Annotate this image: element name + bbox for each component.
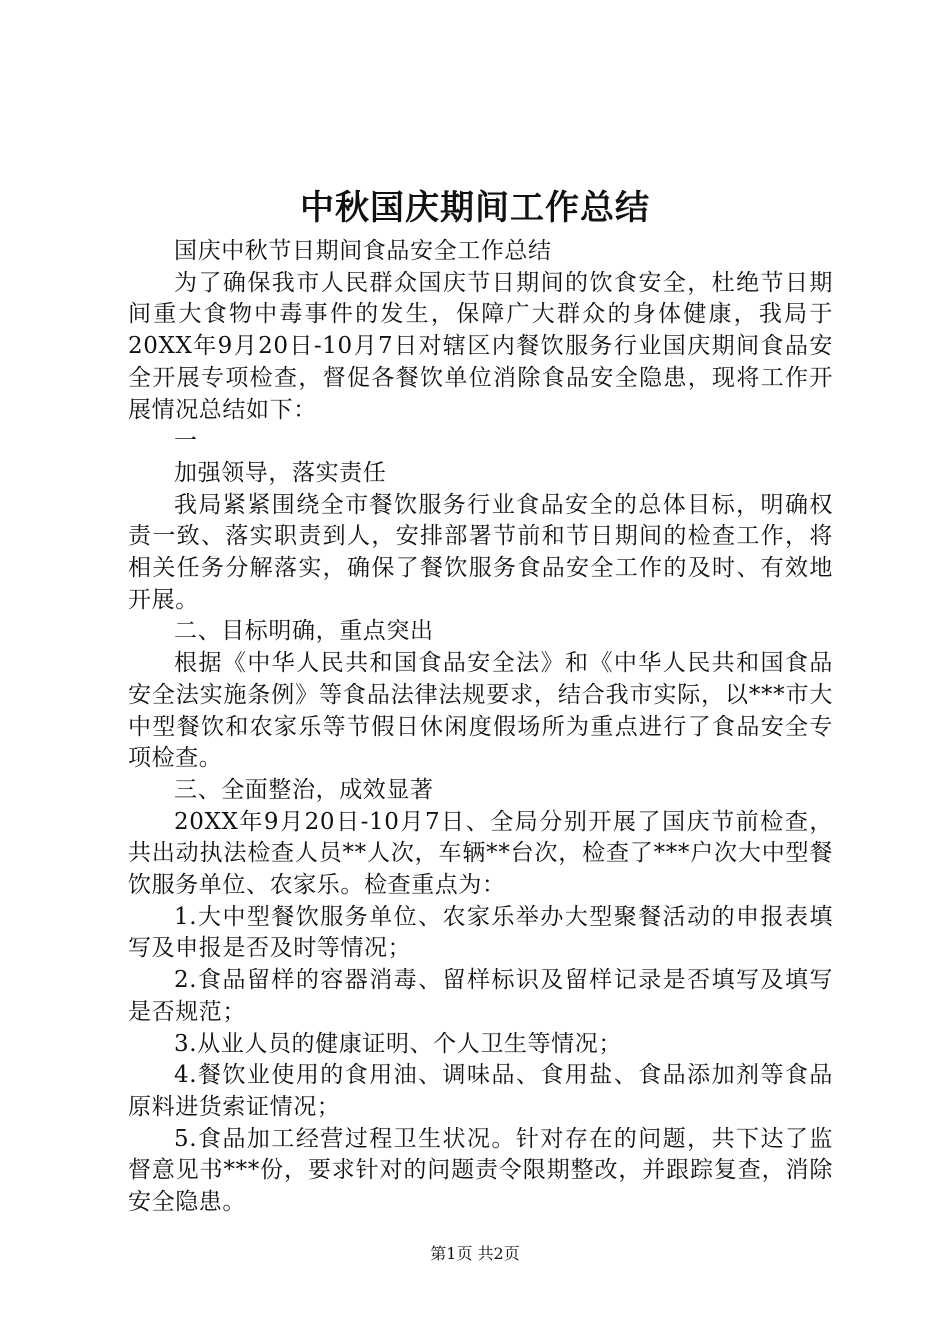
list-item: 1.大中型餐饮服务单位、农家乐举办大型聚餐活动的申报表填写及申报是否及时等情况； — [128, 903, 833, 962]
section-heading: 三、全面整治，成效显著 — [174, 776, 434, 803]
list-item: 3.从业人员的健康证明、个人卫生等情况； — [174, 1030, 622, 1057]
section-heading: 加强领导，落实责任 — [174, 459, 387, 486]
subtitle-paragraph: 国庆中秋节日期间食品安全工作总结 — [174, 238, 552, 264]
list-item: 4.餐饮业使用的食用油、调味品、食用盐、食品添加剂等食品原料进货索证情况； — [128, 1062, 833, 1120]
body-paragraph: 我局紧紧围绕全市餐饮服务行业食品安全的总体目标，明确权责一致、落实职责到人，安排部署节前和节日期间的检查工作，将相关任务分解落实，确保了餐饮服务食品安全工作的及时、有效地开展。 — [128, 491, 833, 613]
section-heading: 二、目标明确，重点突出 — [174, 618, 434, 645]
document-title: 中秋国庆期间工作总结 — [300, 188, 650, 228]
intro-paragraph: 为了确保我市人民群众国庆节日期间的饮食安全，杜绝节日期间重大食物中毒事件的发生，保障广大群众的身体健康，我局于20XX年9月20日-10月7日对辖区内餐饮服务行业国庆期间食品安全开展专项检查，督促各餐饮单位消除食品安全隐患，现将工作开展情况总结如下： — [128, 269, 833, 423]
list-item: 2.食品留样的容器消毒、留样标识及留样记录是否填写及填写是否规范； — [128, 967, 833, 1025]
body-paragraph: 20XX年9月20日-10月7日、全局分别开展了国庆节前检查，共出动执法检查人员**人次，车辆**台次，检查了***户次大中型餐饮服务单位、农家乐。检查重点为： — [128, 808, 833, 899]
document-body — [128, 236, 833, 1219]
section-number: 一 — [174, 428, 198, 455]
list-item: 5.食品加工经营过程卫生状况。针对存在的问题，共下达了监督意见书***份，要求针对的问题责令限期整改，并跟踪复查，消除安全隐患。 — [128, 1125, 833, 1216]
body-paragraph: 根据《中华人民共和国食品安全法》和《中华人民共和国食品安全法实施条例》等食品法律法规要求，结合我市实际，以***市大中型餐饮和农家乐等节假日休闲度假场所为重点进行了食品安全专项检查。 — [128, 650, 833, 772]
page-footer: 第1页 共2页 — [430, 1244, 520, 1263]
